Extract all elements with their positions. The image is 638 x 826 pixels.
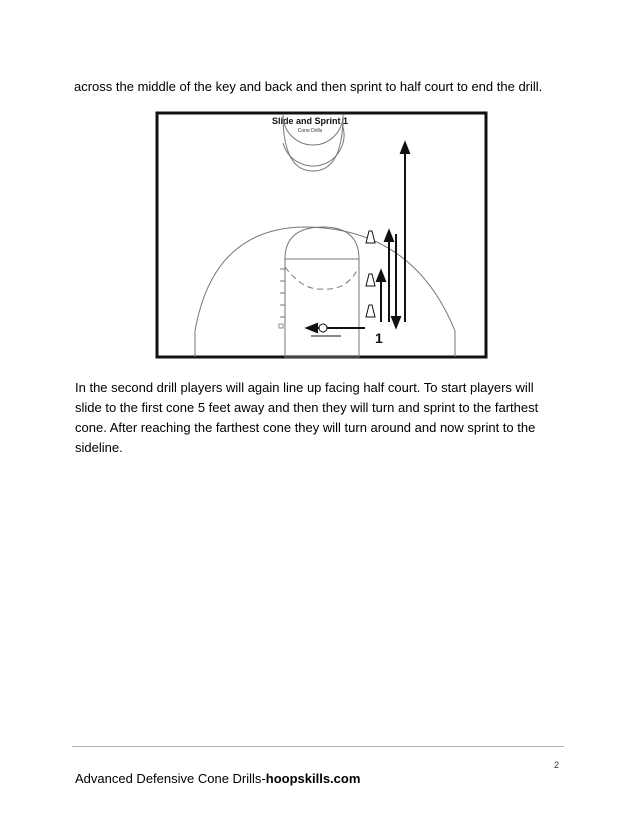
- three-point-arc: [195, 227, 455, 357]
- court-diagram: [153, 109, 489, 361]
- footer-divider: [72, 746, 564, 747]
- cone-icon: [366, 231, 375, 317]
- free-throw-circle-bottom: [285, 267, 359, 289]
- key-lane: [285, 259, 359, 357]
- page-number: 2: [554, 760, 560, 770]
- footer-site: hoopskills.com: [265, 771, 361, 786]
- player-icon: [319, 324, 327, 332]
- diagram-title: Slide and Sprint 1: [271, 116, 349, 126]
- paragraph-continuation: across the middle of the key and back and then sprint to half court to end the drill.: [74, 79, 543, 94]
- player-marker: 1: [375, 330, 383, 346]
- footer-title: Advanced Defensive Cone Drills-: [75, 771, 266, 786]
- footer-text: [75, 771, 360, 786]
- paragraph-second-drill: In the second drill players will again line up facing half court. To start players will slide to the first cone 5 feet away and then they will turn and sprint to the farthest cone. After reaching the farthest cone they will turn around and now sprint to the sideline.: [75, 380, 539, 455]
- court-border: [157, 113, 486, 357]
- diagram-subtitle: Cone Drills: [297, 128, 323, 134]
